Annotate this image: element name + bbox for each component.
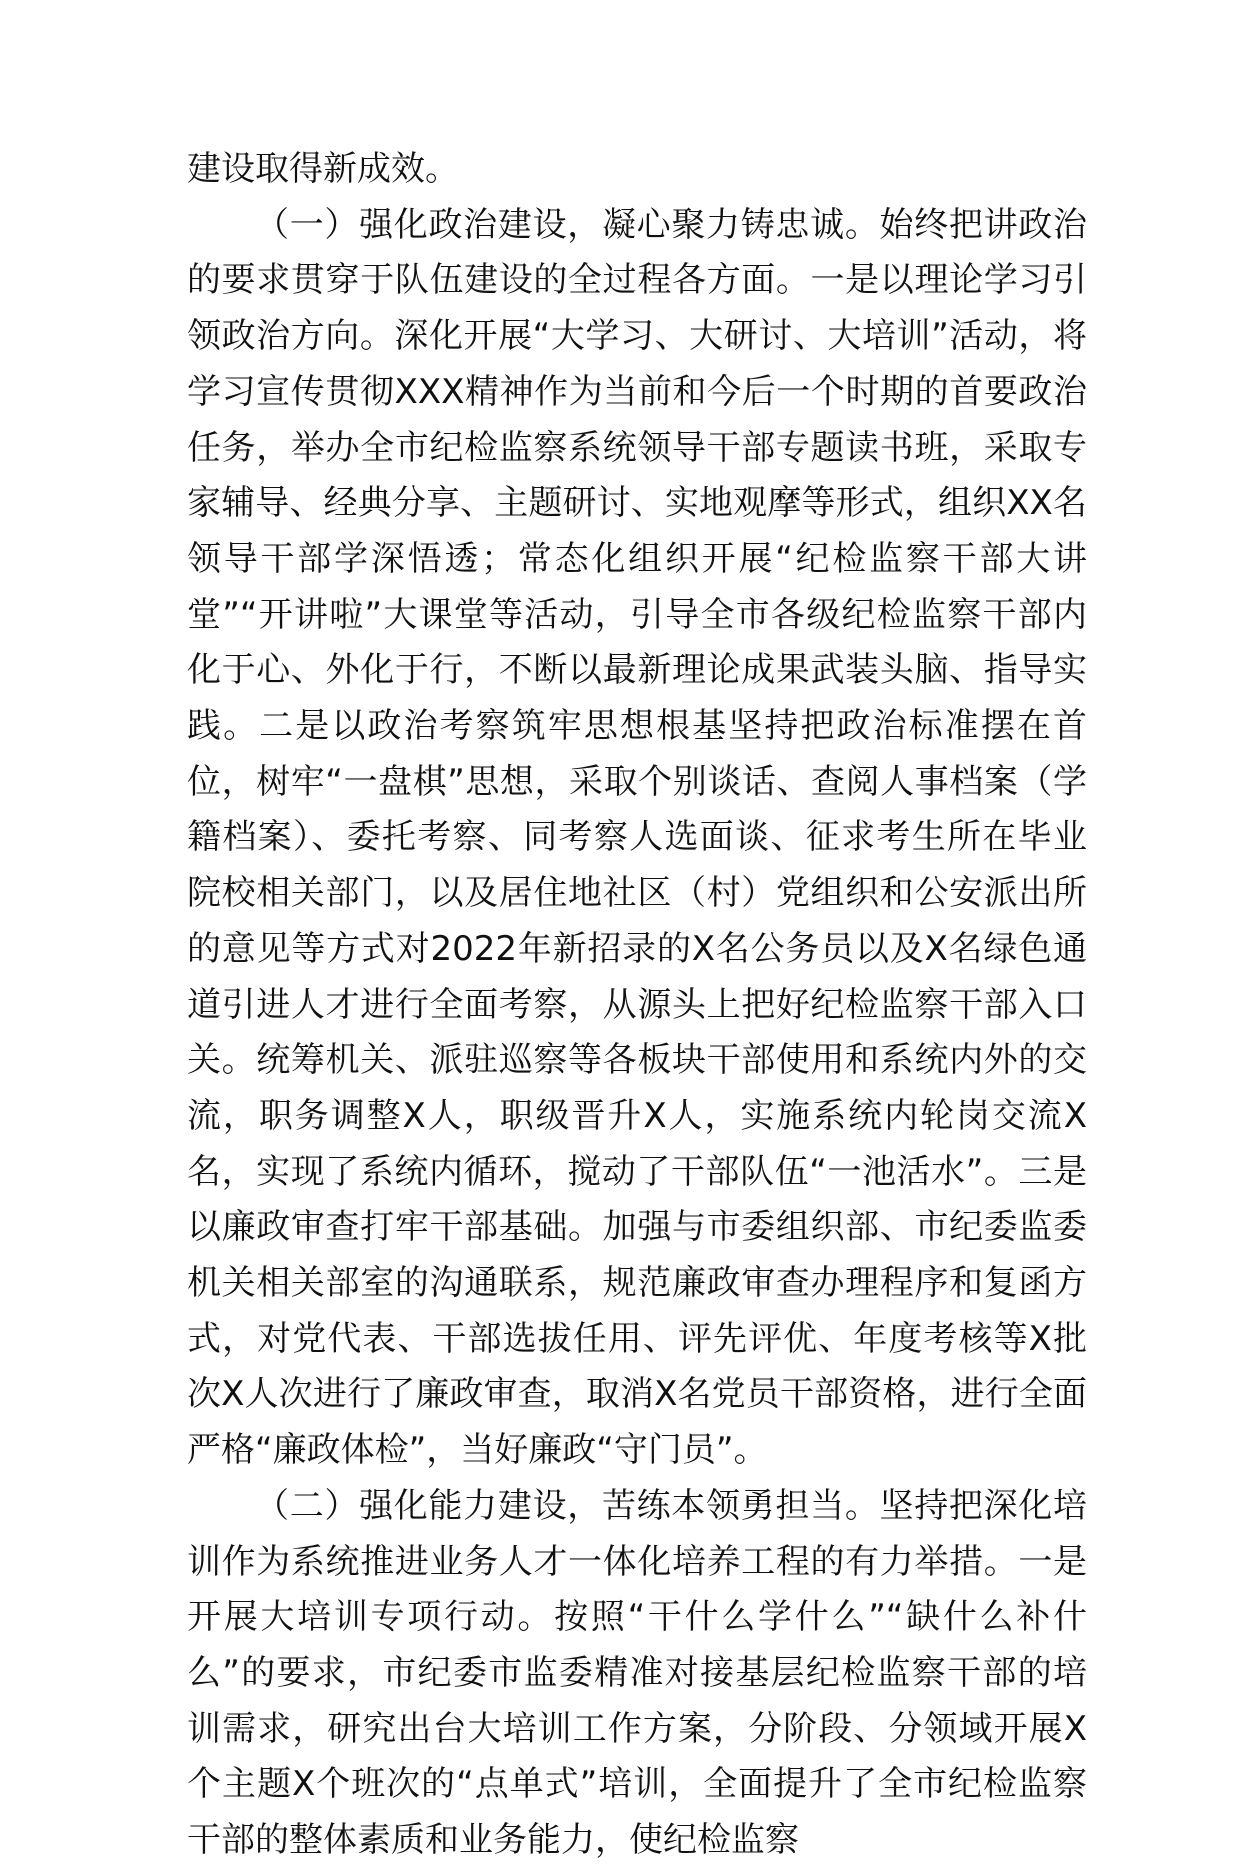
paragraph-political-building: （一）强化政治建设，凝心聚力铸忠诚。始终把讲政治的要求贯穿于队伍建设的全过程各方面。一是以理论学习引领政治方向。深化开展“大学习、大研讨、大培训”活动，将学习宣传贯彻XXX精神作为当前和今后一个时期的首要政治任务，举办全市纪检监察系统领导干部专题读书班，采取专家辅导、经典分享、主题研讨、实地观摩等形式，组织XX名领导干部学深悟透；常态化组织开展“纪检监察干部大讲堂”“开讲啦”大课堂等活动，引导全市各级纪检监察干部内化于心、外化于行，不断以最新理论成果武装头脑、指导实践。二是以政治考察筑牢思想根基坚持把政治标准摆在首位，树牢“一盘棋”思想，采取个别谈话、查阅人事档案（学籍档案）、委托考察、同考察人选面谈、征求考生所在毕业院校相关部门，以及居住地社区（村）党组织和公安派出所的意见等方式对2022年新招录的X名公务员以及X名绿色通道引进人才进行全面考察，从源头上把好纪检监察干部入口关。统筹机关、派驻巡察等各板块干部使用和系统内外的交流，职务调整X人，职级晋升X人，实施系统内轮岗交流X名，实现了系统内循环，搅动了干部队伍“一池活水”。三是以廉政审查打牢干部基础。加强与市委组织部、市纪委监委机关相关部室的沟通联系，规范廉政审查办理程序和复函方式，对党代表、干部选拔任用、评先评优、年度考核等X批次X人次进行了廉政审查，取消X名党员干部资格，进行全面严格“廉政体检”，当好廉政“守门员”。	[187, 204, 1087, 1471]
paragraph-capacity-building: （二）强化能力建设，苦练本领勇担当。坚持把深化培训作为系统推进业务人才一体化培养工程的有力举措。一是开展大培训专项行动。按照“干什么学什么”“缺什么补什么”的要求，市纪委市监委精准对接基层纪检监察干部的培训需求，研究出台大培训工作方案，分阶段、分领域开展X个主题X个班次的“点单式”培训，全面提升了全市纪检监察干部的整体素质和业务能力，使纪检监察	[187, 1485, 1087, 1861]
document-body	[187, 142, 1087, 1869]
paragraph-continuation: 建设取得新成效。	[187, 149, 459, 189]
